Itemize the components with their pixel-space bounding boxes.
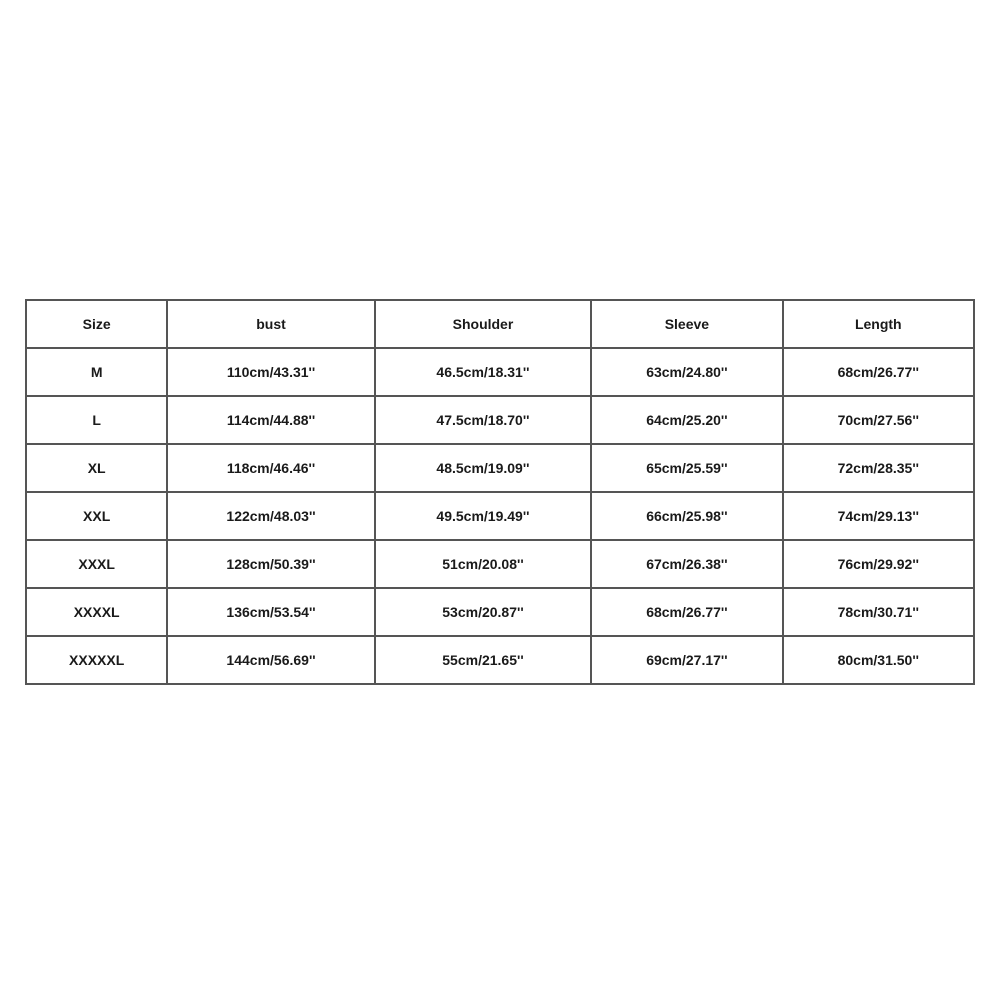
cell-size: XXXXL bbox=[26, 588, 167, 636]
header-length: Length bbox=[783, 300, 974, 348]
header-size: Size bbox=[26, 300, 167, 348]
cell-sleeve: 64cm/25.20'' bbox=[591, 396, 782, 444]
cell-shoulder: 49.5cm/19.49'' bbox=[375, 492, 591, 540]
cell-sleeve: 65cm/25.59'' bbox=[591, 444, 782, 492]
cell-length: 72cm/28.35'' bbox=[783, 444, 974, 492]
cell-length: 70cm/27.56'' bbox=[783, 396, 974, 444]
table-row bbox=[26, 588, 974, 636]
cell-shoulder: 47.5cm/18.70'' bbox=[375, 396, 591, 444]
cell-size: M bbox=[26, 348, 167, 396]
cell-bust: 144cm/56.69'' bbox=[167, 636, 374, 684]
cell-length: 68cm/26.77'' bbox=[783, 348, 974, 396]
cell-shoulder: 53cm/20.87'' bbox=[375, 588, 591, 636]
cell-length: 78cm/30.71'' bbox=[783, 588, 974, 636]
cell-bust: 118cm/46.46'' bbox=[167, 444, 374, 492]
cell-sleeve: 69cm/27.17'' bbox=[591, 636, 782, 684]
header-bust: bust bbox=[167, 300, 374, 348]
cell-length: 80cm/31.50'' bbox=[783, 636, 974, 684]
cell-bust: 114cm/44.88'' bbox=[167, 396, 374, 444]
cell-size: XXXL bbox=[26, 540, 167, 588]
cell-shoulder: 55cm/21.65'' bbox=[375, 636, 591, 684]
table-row bbox=[26, 348, 974, 396]
header-sleeve: Sleeve bbox=[591, 300, 782, 348]
cell-length: 76cm/29.92'' bbox=[783, 540, 974, 588]
cell-bust: 128cm/50.39'' bbox=[167, 540, 374, 588]
cell-sleeve: 68cm/26.77'' bbox=[591, 588, 782, 636]
table-row bbox=[26, 636, 974, 684]
cell-shoulder: 51cm/20.08'' bbox=[375, 540, 591, 588]
header-row bbox=[26, 300, 974, 348]
header-shoulder: Shoulder bbox=[375, 300, 591, 348]
cell-sleeve: 66cm/25.98'' bbox=[591, 492, 782, 540]
size-chart-table bbox=[25, 299, 975, 685]
cell-sleeve: 67cm/26.38'' bbox=[591, 540, 782, 588]
cell-bust: 136cm/53.54'' bbox=[167, 588, 374, 636]
cell-size: XL bbox=[26, 444, 167, 492]
cell-size: XXXXXL bbox=[26, 636, 167, 684]
cell-shoulder: 48.5cm/19.09'' bbox=[375, 444, 591, 492]
cell-bust: 122cm/48.03'' bbox=[167, 492, 374, 540]
cell-size: XXL bbox=[26, 492, 167, 540]
table-row bbox=[26, 492, 974, 540]
cell-length: 74cm/29.13'' bbox=[783, 492, 974, 540]
cell-size: L bbox=[26, 396, 167, 444]
table-row bbox=[26, 444, 974, 492]
cell-bust: 110cm/43.31'' bbox=[167, 348, 374, 396]
cell-shoulder: 46.5cm/18.31'' bbox=[375, 348, 591, 396]
table-row bbox=[26, 396, 974, 444]
cell-sleeve: 63cm/24.80'' bbox=[591, 348, 782, 396]
table-row bbox=[26, 540, 974, 588]
